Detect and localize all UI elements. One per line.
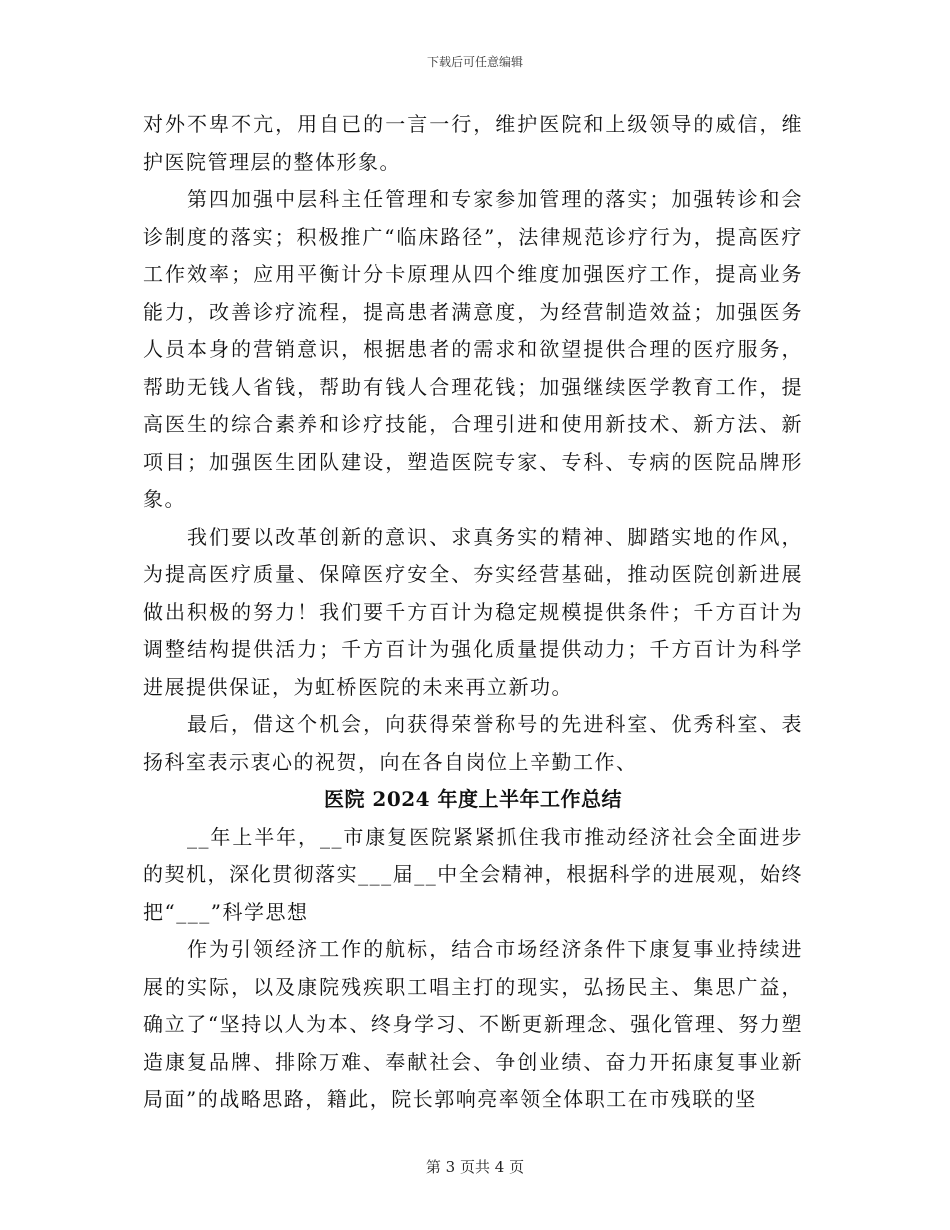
paragraph-5: __年上半年，__市康复医院紧紧抓住我市推动经济社会全面进步的契机，深化贯彻落实___届__中全会精神，根据科学的进展观，始终把“___”科学思想: [143, 824, 803, 924]
paragraph-6: 作为引领经济工作的航标，结合市场经济条件下康复事业持续进展的实际，以及康院残疾职工唱主打的现实，弘扬民主、集思广益，确立了“坚持以人为本、终身学习、不断更新理念、强化管理、努力塑造康复品牌、排除万难、奉献社会、争创业绩、奋力开拓康复事业新局面”的战略思路，籍此，院长郭响亮率领全体职工在市残联的坚: [143, 937, 803, 1111]
document-body: [143, 106, 803, 1119]
section-title: 医院 2024 年度上半年工作总结: [323, 787, 623, 811]
paragraph-4: 最后，借这个机会，向获得荣誉称号的先进科室、优秀科室、表扬科室表示衷心的祝贺，向在各自岗位上辛勤工作、: [143, 712, 803, 774]
paragraph-3: 我们要以改革创新的意识、求真务实的精神、脚踏实地的作风，为提高医疗质量、保障医疗安全、夯实经营基础，推动医院创新进展做出积极的努力！我们要千方百计为稳定规模提供条件；千方百计为调整结构提供活力；千方百计为强化质量提供动力；千方百计为科学进展提供保证，为虹桥医院的未来再立新功。: [143, 524, 803, 699]
paragraph-2: 第四加强中层科主任管理和专家参加管理的落实；加强转诊和会诊制度的落实；积极推广“临床路径”，法律规范诊疗行为，提高医疗工作效率；应用平衡计分卡原理从四个维度加强医疗工作，提高业务能力，改善诊疗流程，提高患者满意度，为经营制造效益；加强医务人员本身的营销意识，根据患者的需求和欲望提供合理的医疗服务，帮助无钱人省钱，帮助有钱人合理花钱；加强继续医学教育工作，提高医生的综合素养和诊疗技能，合理引进和使用新技术、新方法、新项目；加强医生团队建设，塑造医院专家、专科、专病的医院品牌形象。: [143, 187, 803, 511]
page-footer: 第 3 页共 4 页: [425, 1158, 525, 1176]
paragraph-1: 对外不卑不亢，用自已的一言一行，维护医院和上级领导的威信，维护医院管理层的整体形象。: [143, 112, 803, 174]
page-header: 下载后可任意编辑: [426, 55, 523, 69]
